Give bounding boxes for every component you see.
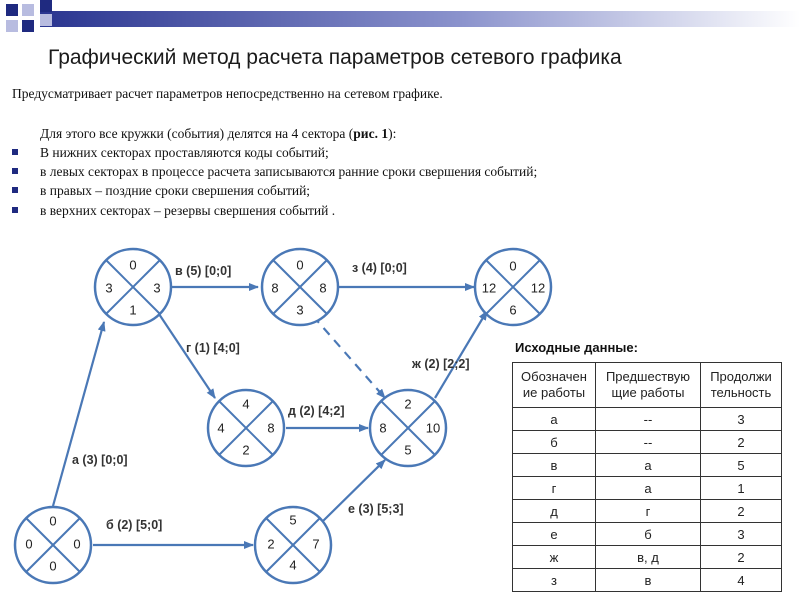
node-late: 0 (73, 536, 81, 552)
event-node-5 (370, 390, 446, 466)
bullet-item: в верхних секторах – резервы свершения событий . (40, 203, 336, 218)
header-line: Продолжи (710, 369, 772, 384)
table-header-row (513, 363, 782, 408)
node-late: 10 (425, 420, 441, 436)
node-early: 2 (267, 536, 275, 552)
node-early: 4 (217, 420, 225, 436)
table-row (513, 546, 782, 569)
edge-a (53, 322, 104, 506)
cell-work: е (513, 523, 596, 546)
header-line: тельность (710, 385, 772, 400)
node-early: 0 (25, 536, 33, 552)
cell-predecessors: в, д (596, 546, 701, 569)
cell-work: а (513, 408, 596, 431)
event-node-2 (208, 390, 284, 466)
node-early: 12 (481, 280, 497, 296)
intro-text: Предусматривает расчет параметров непосредственно на сетевом графике. (12, 86, 443, 101)
column-header-predecessors (596, 363, 701, 408)
node-late: 12 (530, 280, 546, 296)
edge-zh (435, 311, 487, 398)
cell-duration: 4 (701, 569, 782, 592)
cell-work: ж (513, 546, 596, 569)
cell-work: б (513, 431, 596, 454)
edge-g (159, 314, 215, 398)
node-reserve: 5 (289, 512, 297, 528)
cell-work: в (513, 454, 596, 477)
node-code: 5 (404, 442, 412, 458)
table-row (513, 477, 782, 500)
node-code: 0 (49, 558, 57, 574)
table-row (513, 500, 782, 523)
cell-duration: 1 (701, 477, 782, 500)
header-line: ие работы (522, 385, 586, 400)
event-node-3 (262, 249, 338, 325)
bullet-item: в правых – поздние сроки свершения событий; (40, 183, 311, 198)
node-reserve: 4 (242, 396, 250, 412)
edge-label-d: д (2) [4;2] (288, 404, 345, 418)
header-line: Обозначен (521, 369, 587, 384)
node-reserve: 0 (296, 257, 304, 273)
edge-dummy (313, 316, 385, 398)
node-late: 8 (267, 420, 275, 436)
lead-prefix: Для этого все кружки (события) делятся на 4 сектора ( (40, 126, 354, 141)
table-row (513, 523, 782, 546)
node-late: 3 (153, 280, 161, 296)
node-code: 4 (289, 557, 297, 573)
table-caption: Исходные данные: (515, 340, 638, 355)
header-line: щие работы (611, 385, 685, 400)
bullet-item: В нижних секторах проставляются коды событий; (40, 145, 329, 160)
column-header-duration (701, 363, 782, 408)
page-title: Графический метод расчета параметров сетевого графика (48, 46, 622, 69)
edge-label-b: б (2) [5;0] (106, 518, 163, 532)
figure-reference: рис. 1 (353, 126, 389, 141)
node-reserve: 0 (509, 258, 517, 274)
node-code: 2 (242, 442, 250, 458)
event-node-6 (475, 249, 551, 325)
cell-work: з (513, 569, 596, 592)
node-reserve: 0 (129, 257, 137, 273)
node-code: 6 (509, 302, 517, 318)
cell-work: д (513, 500, 596, 523)
cell-duration: 2 (701, 500, 782, 523)
cell-duration: 2 (701, 546, 782, 569)
cell-predecessors: б (596, 523, 701, 546)
source-data-table (512, 362, 782, 592)
cell-predecessors: -- (596, 408, 701, 431)
cell-duration: 3 (701, 523, 782, 546)
event-node-0 (15, 507, 91, 583)
table-row (513, 408, 782, 431)
cell-predecessors: -- (596, 431, 701, 454)
edge-label-a: а (3) [0;0] (72, 453, 128, 467)
event-node-1 (95, 249, 171, 325)
lead-suffix: ): (388, 126, 397, 141)
node-late: 8 (319, 280, 327, 296)
table-row (513, 431, 782, 454)
cell-duration: 3 (701, 408, 782, 431)
node-reserve: 0 (49, 513, 57, 529)
node-early: 8 (271, 280, 279, 296)
cell-predecessors: в (596, 569, 701, 592)
cell-predecessors: а (596, 477, 701, 500)
edge-label-g: г (1) [4;0] (186, 341, 240, 355)
cell-work: г (513, 477, 596, 500)
edge-label-z: з (4) [0;0] (352, 261, 407, 275)
edge-label-zh: ж (2) [2;2] (412, 357, 470, 371)
edge-label-v: в (5) [0;0] (175, 264, 232, 278)
node-late: 7 (312, 536, 320, 552)
table-row (513, 569, 782, 592)
node-code: 1 (129, 302, 137, 318)
header-line: Предшествую (605, 369, 691, 384)
event-node-4 (255, 507, 331, 583)
cell-duration: 5 (701, 454, 782, 477)
cell-predecessors: г (596, 500, 701, 523)
edge-label-e: е (3) [5;3] (348, 502, 404, 516)
cell-duration: 2 (701, 431, 782, 454)
table-row (513, 454, 782, 477)
cell-predecessors: а (596, 454, 701, 477)
bullet-item: в левых секторах в процессе расчета записываются ранние сроки свершения событий; (40, 164, 538, 179)
node-reserve: 2 (404, 396, 412, 412)
node-early: 8 (379, 420, 387, 436)
node-code: 3 (296, 302, 304, 318)
node-early: 3 (105, 280, 113, 296)
column-header-work (513, 363, 596, 408)
